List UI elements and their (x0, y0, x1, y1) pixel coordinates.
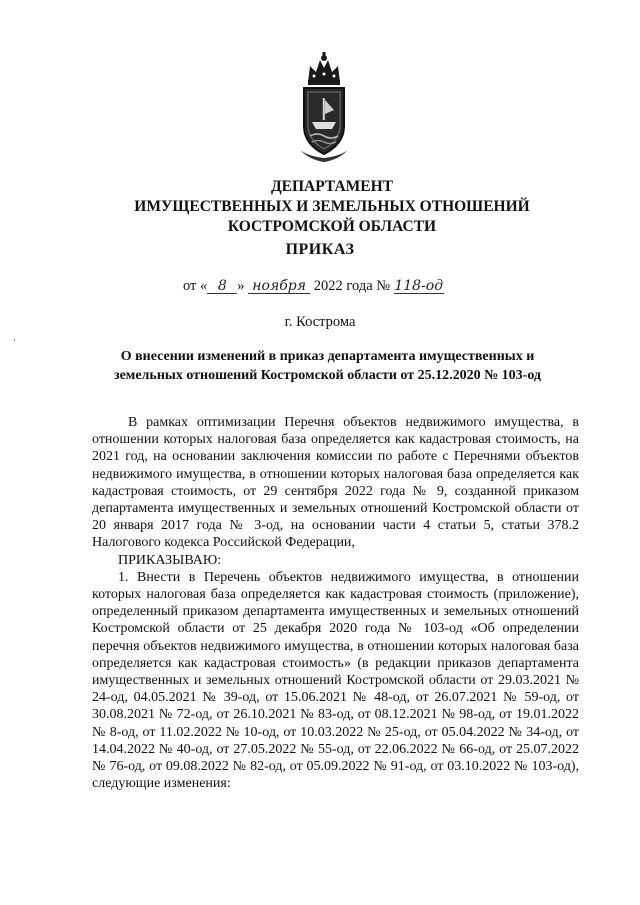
order-body (92, 414, 579, 792)
document-type-title: ПРИКАЗ (285, 241, 355, 258)
coat-of-arms-kostroma-icon (298, 52, 350, 164)
order-item-1: 1. Внести в Перечень объектов недвижимого имущества, в отношении которых налоговая база определяется как кадастровая стоимость (приложение), определенный приказом департамента имущественных и земельных отношений Костромской области от 25 декабря 2020 года № 103-од «Об определении перечня объектов недвижимого имущества, в отношении которых налоговая база определяется как кадастровая стоимость» (в редакции приказов департамента имущественных и земельных отношений Костромской области от 29.03.2021 № 24-од, 04.05.2021 № 39-од, от 15.06.2021 № 48-од, от 26.07.2021 № 59-од, от 30.08.2021 № 72-од, от 26.10.2021 № 83-од, от 08.12.2021 № 98-од, от 19.01.2022 № 8-од, от 11.02.2022 № 10-од, от 10.03.2022 № 25-од, от 05.04.2022 № 34-од, от 14.04.2022 № 40-од, от 27.05.2022 № 55-од, от 22.06.2022 № 66-од, от 25.07.2022 № 76-од, от 09.08.2022 № 82-од, от 05.09.2022 № 91-од, от 03.10.2022 № 103-од), следующие изменения: (92, 569, 579, 792)
order-subject (105, 347, 550, 385)
department-name (80, 177, 584, 237)
preamble-paragraph: В рамках оптимизации Перечня объектов недвижимого имущества, в отношении которых налоговая база определяется как кадастровая стоимость, на 2021 год, на основании заключения комиссии по работе с Перечнями объектов недвижимого имущества, в отношении которых налоговая база определяется как кадастровая стоимость, от 29 сентября 2022 года № 9, созданной приказом департамента имущественных и земельных отношений Костромской области от 20 января 2017 года № 3-од, на основании части 4 статьи 5, статьи 378.2 Налогового кодекса Российской Федерации, (92, 415, 579, 551)
scan-speck (14, 339, 15, 341)
handwritten-month: ноября (248, 279, 310, 294)
handwritten-day: 8 (207, 279, 237, 294)
subject-line: земельных отношений Костромской области от 25.12.2020 № 103-од (113, 368, 542, 383)
city-name: г. Кострома (284, 314, 356, 330)
date-from-prefix: от « (183, 278, 208, 294)
department-line: ИМУЩЕСТВЕННЫХ И ЗЕМЕЛЬНЫХ ОТНОШЕНИЙ (134, 198, 530, 215)
order-dateline (183, 278, 503, 295)
handwritten-order-number: 118-од (394, 278, 444, 294)
department-line: КОСТРОМСКОЙ ОБЛАСТИ (227, 218, 437, 235)
date-year-text: 2022 года № (313, 278, 391, 294)
order-directive: ПРИКАЗЫВАЮ: (118, 552, 222, 568)
department-line: ДЕПАРТАМЕНТ (270, 178, 394, 195)
date-quote-close: » (237, 278, 245, 294)
subject-line: О внесении изменений в приказ департамента имущественных и (120, 349, 535, 364)
